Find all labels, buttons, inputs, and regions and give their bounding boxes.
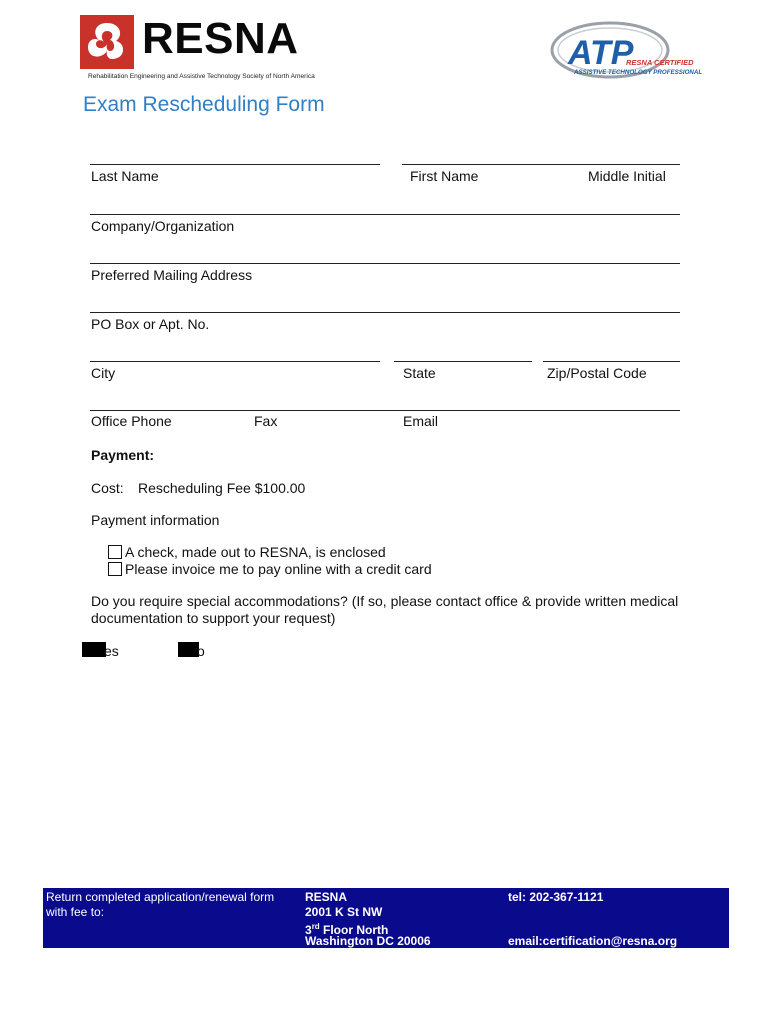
payment-heading: Payment: <box>91 447 155 463</box>
no-checkbox[interactable] <box>178 642 199 657</box>
footer-contact-bar <box>43 888 729 948</box>
fax-email-field[interactable] <box>232 410 680 411</box>
footer-tel: tel: 202-367-1121 <box>508 890 604 904</box>
invoice-credit-card-label: Please invoice me to pay online with a credit card <box>125 561 432 577</box>
check-enclosed-checkbox[interactable] <box>108 545 122 559</box>
footer-address-street: 2001 K St NW <box>305 905 383 919</box>
accommodations-question-line1: Do you require special accommodations? (If so, please contact office & provide written medical <box>91 593 679 609</box>
page-title: Exam Rescheduling Form <box>83 93 325 116</box>
city-field[interactable] <box>90 361 380 362</box>
mailing-address-label: Preferred Mailing Address <box>91 267 253 283</box>
office-phone-field[interactable] <box>90 410 232 411</box>
resna-wordmark: RESNA <box>142 14 299 63</box>
footer-address-name: RESNA <box>305 890 348 904</box>
resna-tagline: Rehabilitation Engineering and Assistive Technology Society of North America <box>88 73 315 80</box>
atp-logo-line2: ASSISTIVE TECHNOLOGY PROFESSIONAL <box>574 69 703 76</box>
office-phone-label: Office Phone <box>91 413 172 429</box>
email-label: Email <box>403 413 439 429</box>
fax-label: Fax <box>254 413 278 429</box>
no-label: o <box>197 643 205 659</box>
zip-field[interactable] <box>543 361 680 362</box>
middle-initial-label: Middle Initial <box>588 168 666 184</box>
cost-value: Rescheduling Fee $100.00 <box>138 480 306 496</box>
payment-info-label: Payment information <box>91 512 220 528</box>
footer-address-floor: 3rd Floor North <box>305 922 389 937</box>
yes-checkbox[interactable] <box>82 642 106 657</box>
yes-label: es <box>104 643 119 659</box>
footer-return-line2: with fee to: <box>46 905 105 919</box>
atp-logo-text: ATP <box>568 34 634 72</box>
check-enclosed-label: A check, made out to RESNA, is enclosed <box>125 544 386 560</box>
first-name-label: First Name <box>410 168 479 184</box>
atp-certified-logo-icon <box>550 20 703 80</box>
state-field[interactable] <box>394 361 532 362</box>
footer-return-line1: Return completed application/renewal form <box>46 890 275 904</box>
po-box-label: PO Box or Apt. No. <box>91 316 210 332</box>
first-middle-name-field[interactable] <box>402 164 680 165</box>
last-name-label: Last Name <box>91 168 159 184</box>
state-label: State <box>403 365 436 381</box>
resna-swirl-logo-icon <box>80 15 134 69</box>
company-label: Company/Organization <box>91 218 235 234</box>
footer-address-city: Washington DC 20006 <box>305 934 431 948</box>
accommodations-question-line2: documentation to support your request) <box>91 610 336 626</box>
mailing-address-field[interactable] <box>90 263 680 264</box>
cost-label: Cost: <box>91 480 124 496</box>
zip-label: Zip/Postal Code <box>547 365 647 381</box>
last-name-field[interactable] <box>90 164 380 165</box>
footer-email-link[interactable]: email:certification@resna.org <box>508 934 678 948</box>
atp-logo-line1: RESNA CERTIFIED <box>626 58 694 67</box>
city-label: City <box>91 365 116 381</box>
po-box-field[interactable] <box>90 312 680 313</box>
invoice-credit-card-checkbox[interactable] <box>108 562 122 576</box>
company-field[interactable] <box>90 214 680 215</box>
